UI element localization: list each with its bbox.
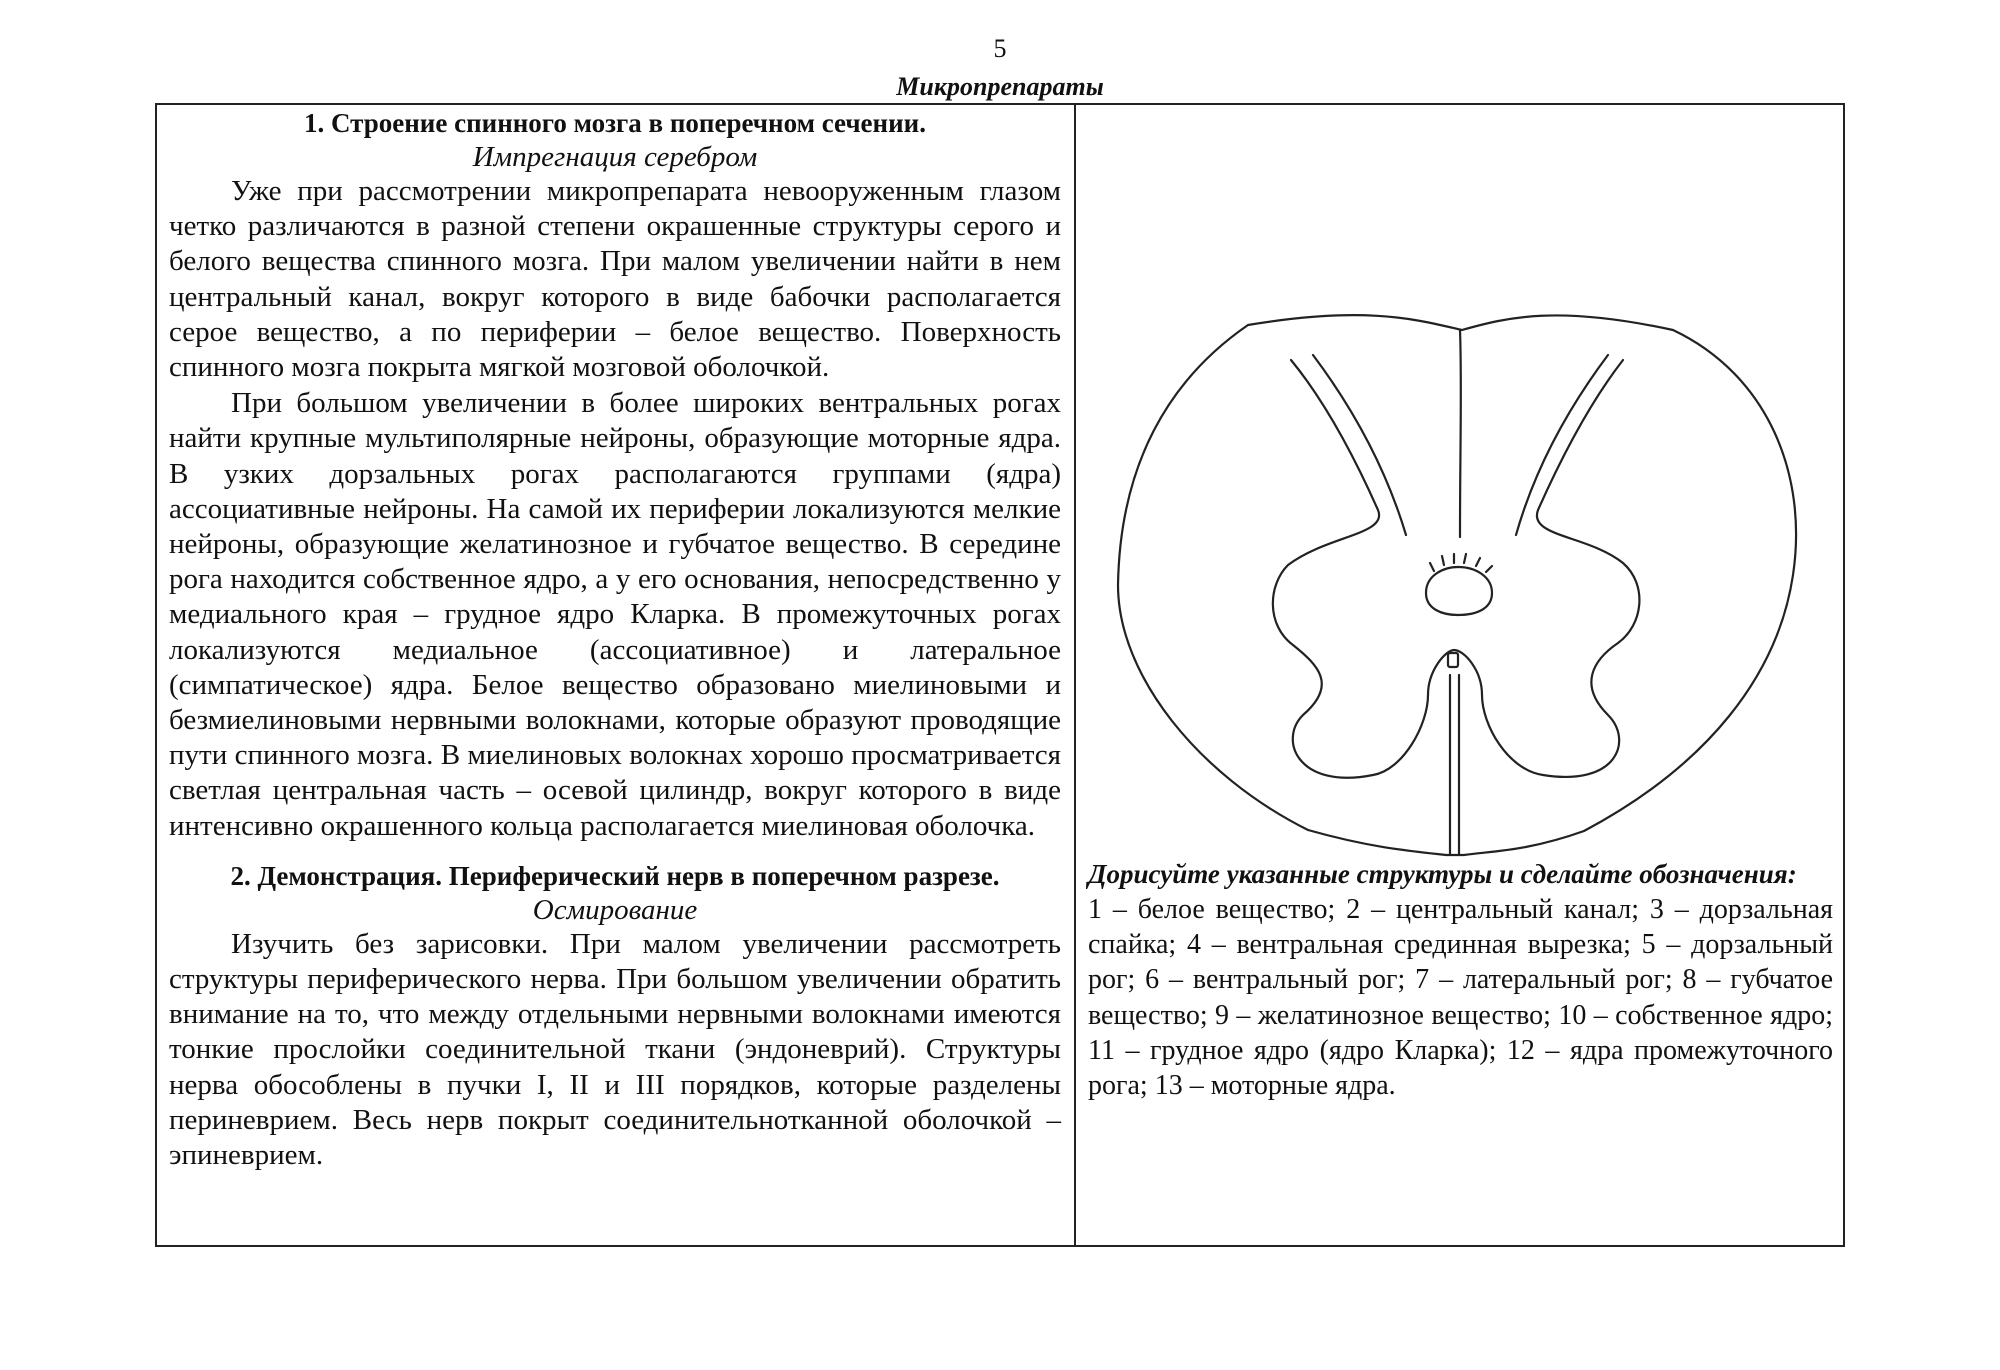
part1-title: 1. Строение спинного мозга в поперечном сечении. (304, 108, 926, 138)
part1-method: Импрегнация серебром (472, 141, 758, 173)
right-column (1088, 105, 1835, 1245)
dorsal-median-septum (1460, 330, 1461, 537)
content-table (155, 103, 1845, 1247)
instructions-legend: 1 – белое вещество; 2 – центральный канал; 3 – дорзальная спайка; 4 – вентральная срединная вырезка; 5 – дорзальный рог; 6 – вентральный рог; 7 – латеральный рог; 8 – губчатое вещество; 9 – желатинозное вещество; 10 – собственное ядро; 11 – грудное ядро (ядро Кларка); 12 – ядра промежуточного рога; 13 – моторные ядра. (1088, 894, 1833, 1102)
instructions-title: Дорисуйте указанные структуры и сделайте обозначения: (1088, 859, 1797, 889)
left-column (169, 105, 1061, 1173)
part2-paragraph-1: Изучить без зарисовки. При малом увеличении рассмотреть структуры периферического нерва. При большом увеличении обратить внимание на то, что между отдельными нервными волокнами имеются тонкие прослойки соединительной ткани (эндоневрий). Структуры нерва обособлены в пучки I, II и III порядков, которые разделены периневрием. Весь нерв покрыт соединительнотканной оболочкой – эпиневрием. (169, 927, 1061, 1172)
page-number: 5 (993, 34, 1007, 63)
part1-paragraph-1: Уже при рассмотрении микропрепарата невооруженным глазом четко различаются в разной степени окрашенные структуры серого и белого вещества спинного мозга. При малом увеличении найти в нем центральный канал, вокруг которого в виде бабочки располагается серое вещество, а по периферии – белое вещество. Поверхность спинного мозга покрыта мягкой мозговой оболочкой. (169, 175, 1061, 384)
part2-method: Осмирование (532, 893, 698, 926)
part2-title: 2. Демонстрация. Периферический нерв в поперечном разрезе. (230, 860, 1000, 891)
central-canal (1426, 567, 1492, 615)
part1-paragraph-2: При большом увеличении в более широких вентральных рогах найти крупные мультиполярные нейроны, образующие моторные ядра. В узких дорзальных рогах располагаются группами (ядра) ассоциативные нейроны. На самой их периферии локализуются мелкие нейроны, образующие желатинозное и губчатое вещество. В середине рога находится собственное ядро, а у его основания, непосредственно у медиального края – грудное ядро Кларка. В промежуточных рогах локализуются медиальное (ассоциативное) и латеральное (симпатическое) ядра. Белое вещество образовано миелиновыми и безмиелиновыми нервными волокнами, которые образуют проводящие пути спинного мозга. В миелиновых волокнах хорошо просматривается светлая центральная часть – осевой цилиндр, вокруг которого в виде интенсивно окрашенного кольца располагается миелиновая оболочка. (169, 387, 1061, 842)
spinal-cord-outline (1118, 315, 1796, 855)
section-title: Микропрепараты (896, 72, 1104, 101)
column-divider (1074, 105, 1076, 1245)
instructions-block (1088, 857, 1833, 1103)
gray-matter-outline (1273, 360, 1640, 778)
spinal-cord-diagram (1088, 205, 1835, 885)
